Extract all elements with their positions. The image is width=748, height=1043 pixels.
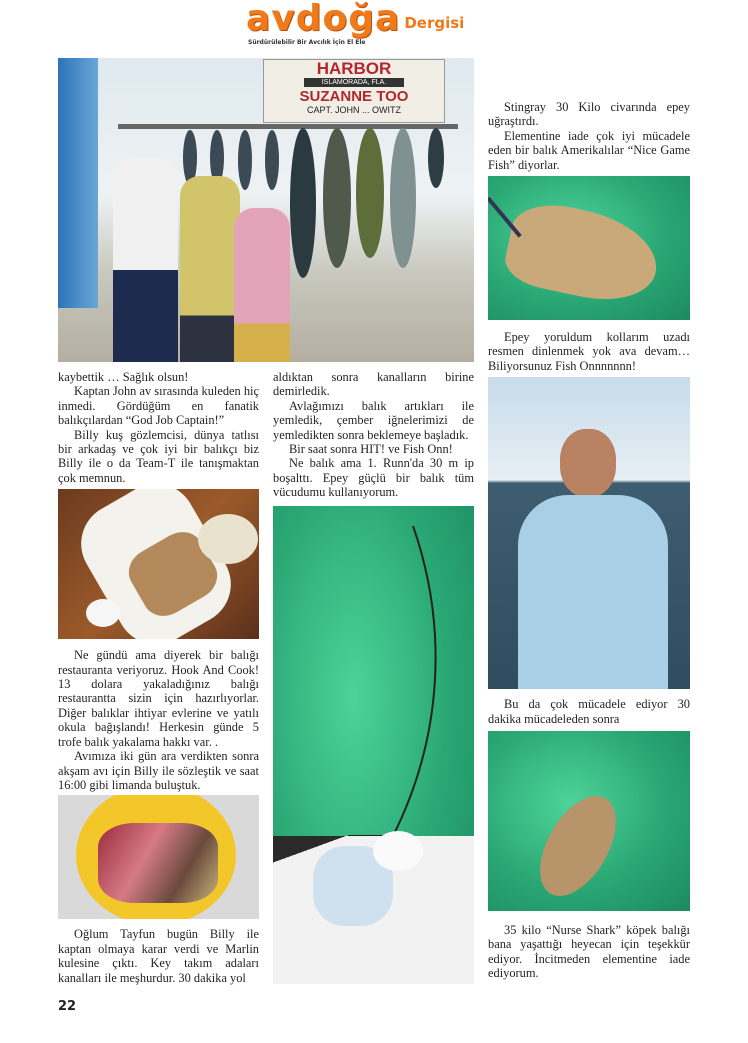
boat-structure [58, 58, 98, 308]
paragraph: Oğlum Tayfun bugün Billy ile kaptan olmaya karar verdi ve Marlin kulesine çıktı. Key takım adaları kanalları ile meşhurdur. 30 dakika yol [58, 927, 259, 985]
paragraph: Ne balık ama 1. Runn'da 30 m ip boşalttı. Epey güçlü bir balık tüm vücudumu kullanıyorum. [273, 456, 474, 500]
left-column-block-2 [58, 648, 259, 792]
logo-suffix: Dergisi [404, 14, 465, 32]
page-number: 22 [58, 999, 77, 1014]
sign-line: CAPT. JOHN ... OWITZ [307, 105, 401, 115]
left-column-block-3 [58, 927, 259, 985]
photo-stingray [488, 176, 690, 320]
paragraph: aldıktan sonra kanalların birine demirledik. [273, 370, 474, 399]
photo-fishermen-with-catch [58, 58, 474, 362]
paragraph: Kaptan John av sırasında kuleden hiç inmedi. Gördüğüm en fanatik balıkçılardan “God Job Captain!” [58, 384, 259, 428]
photo-nurse-shark [488, 731, 690, 911]
photo-angler-portrait [488, 377, 690, 689]
mahi-mahi [356, 128, 384, 258]
tshirt [518, 495, 668, 689]
paragraph: Bu da çok mücadele ediyor 30 dakika mücadeleden sonra [488, 697, 690, 726]
angler-hat [373, 831, 423, 871]
left-column-block-1 [58, 370, 259, 485]
face [560, 429, 616, 497]
middle-column [273, 370, 474, 984]
paragraph: 35 kilo “Nurse Shark” köpek balığı bana yaşattığı heyecan için teşekkür ediyor. İncitmeden elementine iade ediyorum. [488, 923, 690, 981]
photo-angler-bent-rod [273, 506, 474, 984]
paragraph: Elementine iade çok iyi mücadele eden bir balık Amerikalılar “Nice Game Fish” diyorlar. [488, 128, 690, 172]
shark [525, 783, 632, 908]
paragraph: Avımıza iki gün ara verdikten sonra akşam avı için Billy ile sözleştik ve saat 16:00 gibi limanda buluştuk. [58, 749, 259, 792]
right-column-block-4 [488, 923, 690, 981]
person [113, 158, 178, 362]
right-column [488, 100, 690, 981]
side-dish [198, 514, 258, 564]
paragraph: Ne gündü ama diyerek bir balığı restauranta veriyoruz. Hook And Cook! 13 dolara yakaladığınız balığı restaurantta sizin için hazırlıyorlar. Diğer balıklar ihtiyar evlerine ve yatılı okula bağışlandı! Herkesin günde 5 trofe balık yakalama hakkı var. . [58, 648, 259, 749]
paragraph: Bir saat sonra HIT! ve Fish Onn! [289, 442, 453, 457]
logo-text: avdoğa [246, 0, 401, 39]
fish-pile [98, 823, 218, 903]
sign-line: SUZANNE TOO [299, 88, 409, 105]
tuna [290, 128, 316, 278]
paragraph: Epey yoruldum kollarım uzadı resmen dinlenmek yok ava devam… Biliyorsunuz Fish Onnnnnnn! [488, 330, 690, 373]
right-column-block-3 [488, 697, 690, 726]
middle-column-block-1 [273, 370, 474, 500]
sign-line: ISLAMORADA, FLA. [304, 78, 404, 87]
photo-grilled-fish-dish [58, 489, 259, 639]
paragraph: kaybettik … Sağlık olsun! [58, 370, 189, 384]
fish [428, 128, 444, 188]
photo-fish-in-cooler [58, 795, 259, 919]
fish [323, 128, 351, 268]
magazine-logo [246, 2, 506, 48]
fish [390, 128, 416, 268]
left-column [58, 370, 259, 985]
stingray [501, 196, 665, 310]
fish-rack [118, 124, 458, 129]
sign-line: HARBOR [316, 60, 392, 77]
person [234, 208, 290, 362]
boat-sign [263, 59, 445, 123]
fish [265, 130, 279, 190]
paragraph: Avlağımızı balık artıkları ile yemledik, çember iğnelerimizi de yemledikten sonra beklemeye başladık. [273, 398, 474, 442]
logo-tagline: Sürdürülebilir Bir Avcılık İçin El Ele [248, 39, 366, 46]
person [180, 176, 240, 362]
right-column-block-1 [488, 100, 690, 172]
fish [238, 130, 252, 190]
sauce-bowl [86, 599, 120, 627]
paragraph: Stingray 30 Kilo civarında epey uğraştırdı. [488, 100, 690, 129]
right-column-block-2 [488, 330, 690, 373]
paragraph: Billy kuş gözlemcisi, dünya tatlısı bir arkadaş ve çok iyi bir balıkçı biz Billy ile o da Team-T ile tanışmaktan çok memnun. [58, 427, 259, 485]
